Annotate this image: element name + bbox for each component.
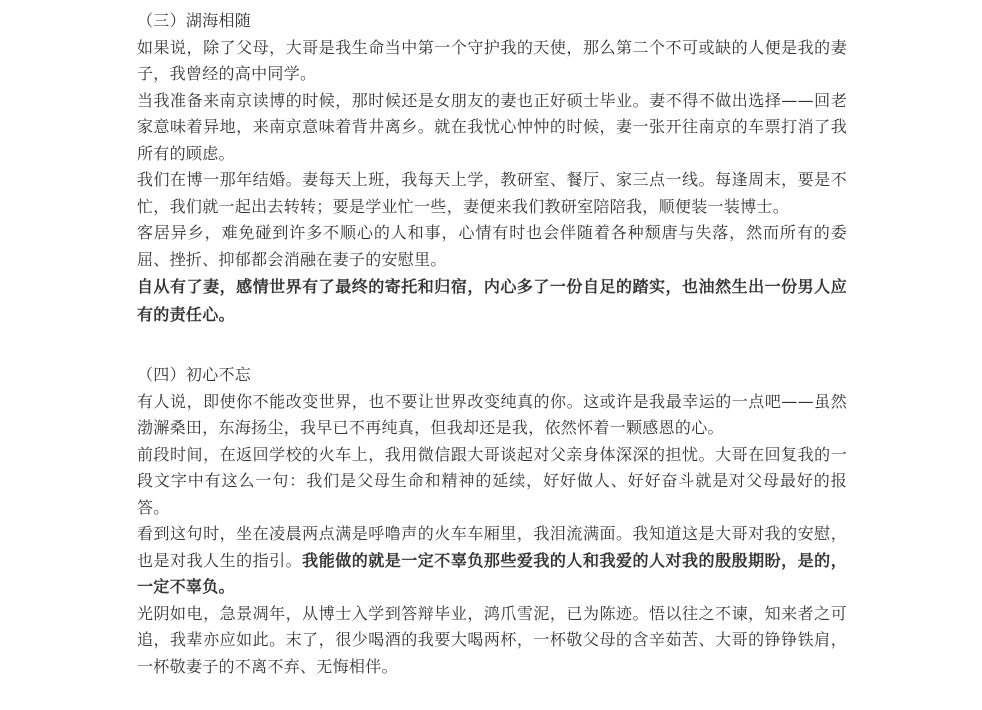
section-spacer [137,329,847,362]
paragraph: 如果说，除了父母，大哥是我生命当中第一个守护我的天使，那么第二个不可或缺的人便是我的妻子，我曾经的高中同学。 [137,37,847,83]
paragraph: 光阴如电，急景凋年，从博士入学到答辩毕业，鸿爪雪泥，已为陈迹。悟以往之不谏，知来者之可追，我辈亦应如此。末了，很少喝酒的我要大喝两杯，一杯敬父母的含辛茹苦、大哥的铮铮铁肩，一杯敬妻子的不离不弃、无悔相伴。 [137,603,847,676]
paragraph: 有人说，即使你不能改变世界，也不要让世界改变纯真的你。这或许是我最幸运的一点吧——虽然渤澥桑田，东海扬尘，我早已不再纯真，但我却还是我，依然怀着一颗感恩的心。 [137,391,847,437]
article-body [137,8,847,680]
emphasized-text: 我能做的就是一定不辜负那些爱我的人和我爱的人对我的殷殷期盼，是的，一定不辜负。 [137,550,847,596]
bold-paragraph: 自从有了妻，感情世界有了最终的寄托和归宿，内心多了一份自足的踏实，也油然生出一份男人应有的责任心。 [137,277,847,324]
paragraph-text: 看到这句时，坐在凌晨两点满是呼噜声的火车车厢里，我泪流满面。我知道这是大哥对我的安慰，也是对我人生的指引。 [137,524,847,570]
paragraph: 前段时间，在返回学校的火车上，我用微信跟大哥谈起对父亲身体深深的担忧。大哥在回复我的一段文字中有这么一句：我们是父母生命和精神的延续，好好做人、好好奋斗就是对父母最好的报答。 [137,444,847,517]
section-heading-4: （四）初心不忘 [137,365,252,384]
paragraph: 我们在博一那年结婚。妻每天上班，我每天上学，教研室、餐厅、家三点一线。每逢周末，要是不忙，我们就一起出去转转；要是学业忙一些，妻便来我们教研室陪陪我，顺便装一装博士。 [137,170,847,216]
section-heading-3: （三）湖海相随 [137,11,252,30]
paragraph-mixed [137,521,847,601]
paragraph: 当我准备来南京读博的时候，那时候还是女朋友的妻也正好硕士毕业。妻不得不做出选择——回老家意味着异地，来南京意味着背井离乡。就在我忧心忡忡的时候，妻一张开往南京的车票打消了我所有的顾虑。 [137,90,847,163]
paragraph: 客居异乡，难免碰到许多不顺心的人和事，心情有时也会伴随着各种颓唐与失落，然而所有的委屈、挫折、抑郁都会消融在妻子的安慰里。 [137,223,847,269]
